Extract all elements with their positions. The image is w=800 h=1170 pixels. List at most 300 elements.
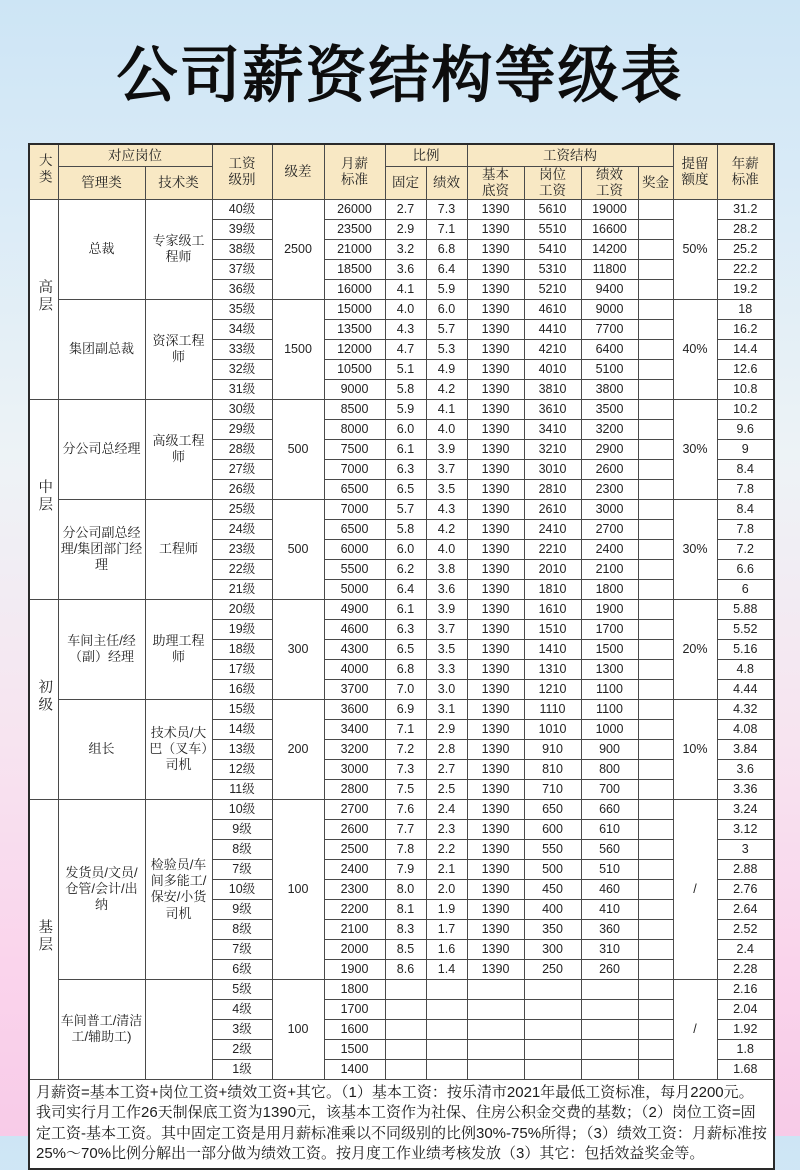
cell-position-salary: 3010 [524,459,581,479]
cell-retention: 20% [673,599,717,699]
cell-performance-ratio [426,1039,467,1059]
cell-grade: 36级 [212,279,272,299]
cell-base-salary: 1390 [467,359,524,379]
table-header [29,144,774,199]
cell-position-salary: 4610 [524,299,581,319]
cell-performance-ratio: 4.3 [426,499,467,519]
col-header-monthly-salary: 月薪标准 [324,144,385,199]
cell-base-salary: 1390 [467,219,524,239]
cell-technical-position: 高级工程师 [145,399,212,499]
cell-position-salary: 250 [524,959,581,979]
cell-annual-salary: 7.8 [717,519,774,539]
cell-performance-salary: 360 [581,919,638,939]
cell-fixed-ratio: 8.1 [385,899,426,919]
cell-bonus [638,459,673,479]
cell-bonus [638,739,673,759]
cell-bonus [638,379,673,399]
cell-monthly-salary: 15000 [324,299,385,319]
cell-retention: 40% [673,299,717,399]
cell-performance-salary [581,1019,638,1039]
cell-technical-position: 专家级工程师 [145,199,212,299]
cell-fixed-ratio: 6.8 [385,659,426,679]
cell-bonus [638,819,673,839]
cell-grade: 27级 [212,459,272,479]
cell-performance-ratio: 7.3 [426,199,467,219]
cell-grade: 3级 [212,1019,272,1039]
cell-position-salary: 300 [524,939,581,959]
cell-performance-ratio: 5.9 [426,279,467,299]
cell-fixed-ratio: 5.8 [385,519,426,539]
cell-retention: / [673,799,717,979]
cell-annual-salary: 10.2 [717,399,774,419]
cell-performance-salary: 14200 [581,239,638,259]
cell-base-salary: 1390 [467,859,524,879]
cell-base-salary: 1390 [467,879,524,899]
cell-performance-ratio: 3.8 [426,559,467,579]
cell-grade: 4级 [212,999,272,1019]
cell-position-salary: 500 [524,859,581,879]
cell-fixed-ratio: 6.3 [385,459,426,479]
footnote-row [29,1079,774,1169]
cell-base-salary [467,999,524,1019]
cell-fixed-ratio: 4.0 [385,299,426,319]
cell-fixed-ratio: 4.7 [385,339,426,359]
cell-fixed-ratio: 7.2 [385,739,426,759]
cell-performance-ratio: 1.9 [426,899,467,919]
page-title: 公司薪资结构等级表 [116,41,684,109]
cell-major-category [29,799,58,1079]
cell-base-salary: 1390 [467,319,524,339]
cell-grade: 34级 [212,319,272,339]
cell-grade-diff: 100 [272,799,324,979]
cell-performance-salary: 1300 [581,659,638,679]
cell-fixed-ratio: 6.1 [385,439,426,459]
cell-grade: 1级 [212,1059,272,1079]
cell-performance-salary [581,979,638,999]
cell-monthly-salary: 4000 [324,659,385,679]
cell-monthly-salary: 6000 [324,539,385,559]
cell-annual-salary: 5.16 [717,639,774,659]
cell-performance-salary: 310 [581,939,638,959]
cell-bonus [638,719,673,739]
cell-grade: 28级 [212,439,272,459]
cell-bonus [638,479,673,499]
cell-position-salary: 2210 [524,539,581,559]
table-row [29,299,774,319]
cell-grade-diff: 300 [272,599,324,699]
cell-annual-salary: 16.2 [717,319,774,339]
cell-fixed-ratio: 4.1 [385,279,426,299]
table-row [29,599,774,619]
cell-bonus [638,779,673,799]
cell-base-salary: 1390 [467,659,524,679]
cell-base-salary: 1390 [467,399,524,419]
cell-position-salary: 5410 [524,239,581,259]
cell-position-salary: 5610 [524,199,581,219]
cell-performance-ratio: 3.5 [426,639,467,659]
cell-fixed-ratio: 6.5 [385,479,426,499]
cell-management-position: 分公司总经理 [58,399,145,499]
cell-performance-ratio: 3.7 [426,459,467,479]
cell-annual-salary: 6 [717,579,774,599]
cell-fixed-ratio: 4.3 [385,319,426,339]
cell-performance-ratio: 5.7 [426,319,467,339]
cell-fixed-ratio: 6.1 [385,599,426,619]
cell-fixed-ratio: 6.4 [385,579,426,599]
col-header-retention: 提留额度 [673,144,717,199]
cell-bonus [638,959,673,979]
cell-base-salary: 1390 [467,759,524,779]
cell-fixed-ratio: 6.0 [385,419,426,439]
cell-position-salary: 2010 [524,559,581,579]
cell-performance-salary: 2600 [581,459,638,479]
cell-monthly-salary: 5500 [324,559,385,579]
cell-performance-ratio: 4.2 [426,379,467,399]
cell-grade: 39级 [212,219,272,239]
cell-base-salary [467,979,524,999]
cell-performance-ratio: 2.9 [426,719,467,739]
cell-bonus [638,879,673,899]
cell-position-salary [524,1059,581,1079]
cell-performance-salary: 510 [581,859,638,879]
cell-fixed-ratio: 5.9 [385,399,426,419]
cell-fixed-ratio: 6.9 [385,699,426,719]
cell-performance-ratio: 1.7 [426,919,467,939]
cell-base-salary: 1390 [467,959,524,979]
cell-grade: 13级 [212,739,272,759]
cell-management-position: 总裁 [58,199,145,299]
cell-major-category [29,599,58,799]
cell-annual-salary: 3.36 [717,779,774,799]
cell-monthly-salary: 2600 [324,819,385,839]
cell-monthly-salary: 5000 [324,579,385,599]
cell-grade-diff: 200 [272,699,324,799]
cell-base-salary: 1390 [467,799,524,819]
cell-grade: 8级 [212,919,272,939]
cell-fixed-ratio: 6.2 [385,559,426,579]
cell-performance-ratio: 6.4 [426,259,467,279]
cell-performance-salary: 1100 [581,679,638,699]
cell-monthly-salary: 1400 [324,1059,385,1079]
cell-annual-salary: 2.76 [717,879,774,899]
cell-performance-salary: 700 [581,779,638,799]
cell-grade: 32级 [212,359,272,379]
cell-fixed-ratio [385,1039,426,1059]
cell-position-salary [524,999,581,1019]
cell-annual-salary: 28.2 [717,219,774,239]
cell-base-salary: 1390 [467,539,524,559]
col-header-ratio: 比例 [385,144,467,167]
cell-performance-ratio: 3.6 [426,579,467,599]
footnote: 月薪资=基本工资+岗位工资+绩效工资+其它。（1）基本工资：按乐清市2021年最低工资标准，每月2200元。我司实行月工作26天制保底工资为1390元，该基本工资作为社保、住房公积金交费的基数；（2）岗位工资=固定工资-基本工资。其中固定工资是用月薪标准乘以不同级别的比例30%-75%所得；（3）绩效工资：月薪标准按25%～70%比例分解出一部分做为绩效工资。按月度工作业绩考核发放（3）其它：包括效益奖金等。 [29,1079,774,1169]
cell-performance-salary: 16600 [581,219,638,239]
cell-base-salary: 1390 [467,739,524,759]
cell-performance-ratio: 3.3 [426,659,467,679]
cell-performance-ratio: 2.1 [426,859,467,879]
cell-position-salary: 1810 [524,579,581,599]
cell-performance-salary: 9400 [581,279,638,299]
cell-grade: 23级 [212,539,272,559]
cell-position-salary: 3610 [524,399,581,419]
cell-performance-salary: 460 [581,879,638,899]
col-header-bonus: 奖金 [638,167,673,200]
cell-monthly-salary: 21000 [324,239,385,259]
cell-base-salary: 1390 [467,339,524,359]
cell-position-salary: 450 [524,879,581,899]
cell-position-salary [524,979,581,999]
cell-annual-salary: 14.4 [717,339,774,359]
cell-grade: 17级 [212,659,272,679]
cell-retention: 30% [673,499,717,599]
cell-monthly-salary: 9000 [324,379,385,399]
cell-annual-salary: 3.24 [717,799,774,819]
cell-bonus [638,439,673,459]
cell-bonus [638,759,673,779]
cell-annual-salary: 5.52 [717,619,774,639]
cell-performance-ratio: 3.1 [426,699,467,719]
cell-annual-salary: 1.92 [717,1019,774,1039]
cell-performance-ratio [426,1059,467,1079]
cell-base-salary: 1390 [467,259,524,279]
cell-performance-salary: 610 [581,819,638,839]
col-header-performance-salary: 绩效工资 [581,167,638,200]
cell-position-salary: 3410 [524,419,581,439]
cell-bonus [638,579,673,599]
cell-performance-salary: 2400 [581,539,638,559]
cell-base-salary [467,1059,524,1079]
cell-position-salary: 2610 [524,499,581,519]
cell-base-salary: 1390 [467,699,524,719]
cell-annual-salary: 2.52 [717,919,774,939]
cell-bonus [638,1059,673,1079]
cell-fixed-ratio: 6.5 [385,639,426,659]
cell-grade: 22级 [212,559,272,579]
cell-annual-salary: 2.64 [717,899,774,919]
cell-bonus [638,659,673,679]
cell-base-salary: 1390 [467,779,524,799]
cell-base-salary: 1390 [467,939,524,959]
cell-performance-salary: 1500 [581,639,638,659]
cell-bonus [638,499,673,519]
cell-bonus [638,919,673,939]
cell-base-salary: 1390 [467,439,524,459]
cell-performance-ratio: 3.9 [426,439,467,459]
cell-annual-salary: 3.84 [717,739,774,759]
cell-base-salary: 1390 [467,839,524,859]
table-row [29,699,774,719]
cell-fixed-ratio: 7.8 [385,839,426,859]
cell-position-salary: 1410 [524,639,581,659]
cell-annual-salary: 2.16 [717,979,774,999]
cell-bonus [638,899,673,919]
cell-annual-salary: 8.4 [717,499,774,519]
cell-fixed-ratio: 8.5 [385,939,426,959]
cell-fixed-ratio: 7.0 [385,679,426,699]
cell-position-salary: 5310 [524,259,581,279]
cell-performance-salary [581,999,638,1019]
cell-monthly-salary: 6500 [324,479,385,499]
cell-annual-salary: 1.68 [717,1059,774,1079]
cell-monthly-salary: 2300 [324,879,385,899]
cell-performance-ratio: 3.9 [426,599,467,619]
cell-position-salary: 4410 [524,319,581,339]
cell-major-category [29,399,58,599]
cell-annual-salary: 8.4 [717,459,774,479]
cell-bonus [638,859,673,879]
cell-grade: 7级 [212,859,272,879]
cell-performance-salary: 1000 [581,719,638,739]
header-row-1 [29,144,774,167]
col-header-grade: 工资级别 [212,144,272,199]
cell-monthly-salary: 3400 [324,719,385,739]
cell-performance-ratio: 1.6 [426,939,467,959]
cell-annual-salary: 2.28 [717,959,774,979]
col-header-base-salary: 基本底资 [467,167,524,200]
cell-performance-salary: 11800 [581,259,638,279]
cell-monthly-salary: 2700 [324,799,385,819]
cell-grade: 16级 [212,679,272,699]
cell-bonus [638,679,673,699]
cell-grade: 10级 [212,879,272,899]
cell-annual-salary: 7.8 [717,479,774,499]
cell-fixed-ratio: 7.9 [385,859,426,879]
cell-monthly-salary: 1500 [324,1039,385,1059]
cell-base-salary: 1390 [467,819,524,839]
cell-performance-salary: 1900 [581,599,638,619]
cell-position-salary: 2410 [524,519,581,539]
cell-bonus [638,259,673,279]
cell-monthly-salary: 23500 [324,219,385,239]
table-row [29,399,774,419]
cell-performance-salary: 7700 [581,319,638,339]
cell-annual-salary: 5.88 [717,599,774,619]
cell-technical-position [145,979,212,1079]
cell-bonus [638,399,673,419]
cell-base-salary [467,1019,524,1039]
cell-monthly-salary: 10500 [324,359,385,379]
cell-performance-ratio: 4.0 [426,419,467,439]
cell-annual-salary: 18 [717,299,774,319]
cell-performance-ratio: 3.7 [426,619,467,639]
cell-position-salary: 5510 [524,219,581,239]
cell-performance-ratio: 2.5 [426,779,467,799]
header-row-2 [29,167,774,200]
cell-bonus [638,939,673,959]
cell-bonus [638,219,673,239]
cell-performance-salary: 2100 [581,559,638,579]
cell-performance-ratio: 4.9 [426,359,467,379]
cell-position-salary: 810 [524,759,581,779]
cell-fixed-ratio [385,979,426,999]
cell-monthly-salary: 3700 [324,679,385,699]
cell-fixed-ratio: 6.0 [385,539,426,559]
cell-fixed-ratio [385,1019,426,1039]
cell-performance-salary: 560 [581,839,638,859]
cell-position-salary: 400 [524,899,581,919]
cell-grade-diff: 500 [272,499,324,599]
cell-base-salary: 1390 [467,559,524,579]
cell-monthly-salary: 4900 [324,599,385,619]
cell-position-salary: 550 [524,839,581,859]
cell-fixed-ratio [385,999,426,1019]
cell-fixed-ratio: 5.8 [385,379,426,399]
cell-annual-salary: 22.2 [717,259,774,279]
cell-fixed-ratio: 7.1 [385,719,426,739]
cell-grade-diff: 2500 [272,199,324,299]
table-row [29,799,774,819]
cell-base-salary: 1390 [467,899,524,919]
cell-base-salary: 1390 [467,199,524,219]
cell-base-salary: 1390 [467,419,524,439]
cell-technical-position: 资深工程师 [145,299,212,399]
cell-position-salary: 3810 [524,379,581,399]
cell-base-salary: 1390 [467,679,524,699]
cell-management-position: 组长 [58,699,145,799]
cell-fixed-ratio: 6.3 [385,619,426,639]
cell-performance-salary: 5100 [581,359,638,379]
cell-performance-ratio: 2.4 [426,799,467,819]
cell-position-salary: 1610 [524,599,581,619]
cell-fixed-ratio: 5.7 [385,499,426,519]
cell-retention: / [673,979,717,1079]
cell-fixed-ratio: 8.6 [385,959,426,979]
cell-fixed-ratio: 7.5 [385,779,426,799]
cell-annual-salary: 9.6 [717,419,774,439]
cell-annual-salary: 4.8 [717,659,774,679]
cell-bonus [638,639,673,659]
cell-bonus [638,839,673,859]
cell-annual-salary: 10.8 [717,379,774,399]
cell-annual-salary: 2.88 [717,859,774,879]
cell-grade-diff: 1500 [272,299,324,399]
cell-fixed-ratio: 2.9 [385,219,426,239]
cell-position-salary: 1110 [524,699,581,719]
cell-monthly-salary: 2500 [324,839,385,859]
cell-performance-salary: 1800 [581,579,638,599]
cell-position-salary: 650 [524,799,581,819]
cell-grade: 37级 [212,259,272,279]
cell-retention: 10% [673,699,717,799]
cell-monthly-salary: 7500 [324,439,385,459]
cell-performance-ratio: 4.0 [426,539,467,559]
cell-grade: 2级 [212,1039,272,1059]
cell-performance-ratio [426,1019,467,1039]
cell-grade: 24级 [212,519,272,539]
col-header-grade-diff: 级差 [272,144,324,199]
cell-annual-salary: 31.2 [717,199,774,219]
cell-grade: 11级 [212,779,272,799]
cell-fixed-ratio: 2.7 [385,199,426,219]
cell-monthly-salary: 1600 [324,1019,385,1039]
col-header-fixed: 固定 [385,167,426,200]
cell-bonus [638,239,673,259]
cell-base-salary: 1390 [467,379,524,399]
cell-position-salary: 5210 [524,279,581,299]
cell-performance-ratio: 5.3 [426,339,467,359]
cell-grade: 14级 [212,719,272,739]
cell-retention: 50% [673,199,717,299]
cell-base-salary: 1390 [467,599,524,619]
cell-performance-salary: 1700 [581,619,638,639]
cell-monthly-salary: 26000 [324,199,385,219]
cell-position-salary: 3210 [524,439,581,459]
cell-performance-salary: 800 [581,759,638,779]
cell-grade: 9级 [212,819,272,839]
cell-annual-salary: 4.32 [717,699,774,719]
cell-grade: 10级 [212,799,272,819]
cell-monthly-salary: 12000 [324,339,385,359]
cell-position-salary: 910 [524,739,581,759]
